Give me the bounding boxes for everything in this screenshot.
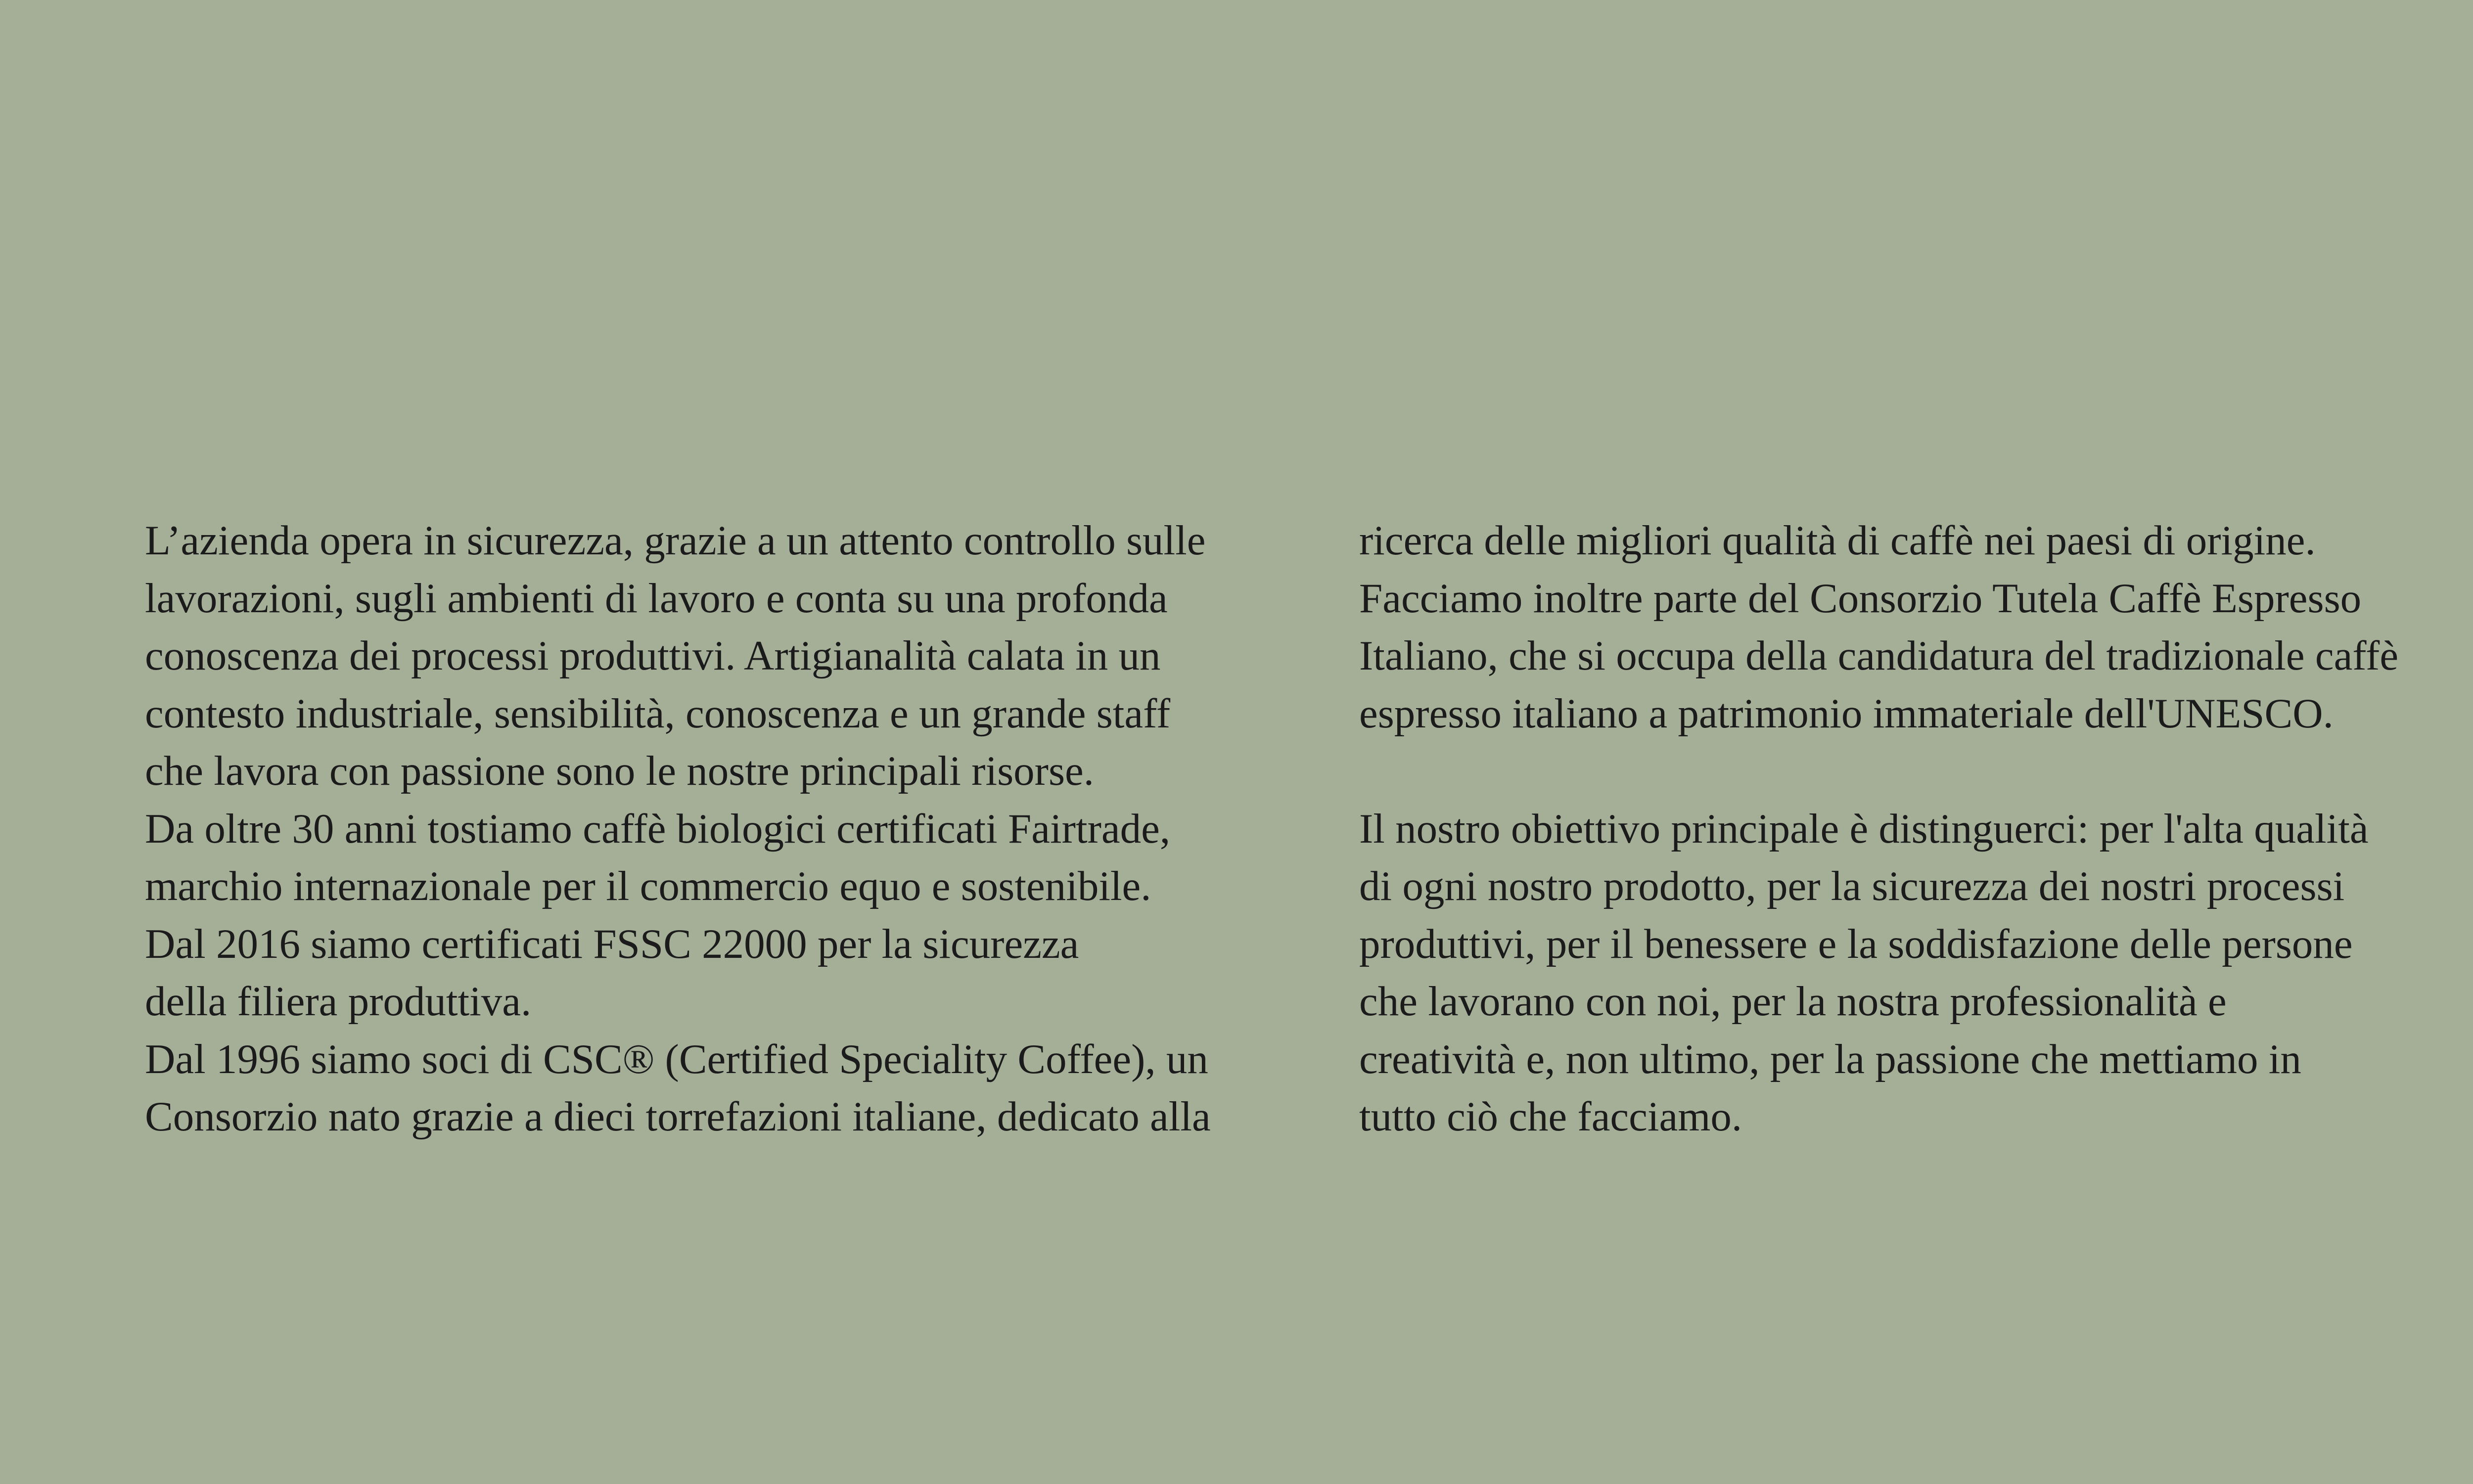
body-text-line: tutto ciò che facciamo. [1359, 1093, 1742, 1140]
body-text-line: espresso italiano a patrimonio immateriale dell'UNESCO. [1359, 690, 2334, 737]
body-text-line: Italiano, che si occupa della candidatura del tradizionale caffè [1359, 632, 2399, 679]
text-column-right [1359, 512, 2473, 1146]
body-text-line: Dal 2016 siamo certificati FSSC 22000 per la sicurezza [145, 920, 1079, 967]
body-text-line: che lavorano con noi, per la nostra professionalità e [1359, 978, 2227, 1025]
paragraph-spacer [1359, 742, 2473, 800]
body-text-line: marchio internazionale per il commercio equo e sostenibile. [145, 863, 1151, 909]
body-text-line: Da oltre 30 anni tostiamo caffè biologici certificati Fairtrade, [145, 805, 1171, 852]
body-text-line: Facciamo inoltre parte del Consorzio Tutela Caffè Espresso [1359, 575, 2362, 622]
body-text-line: contesto industriale, sensibilità, conoscenza e un grande staff [145, 690, 1171, 737]
body-text-line: creatività e, non ultimo, per la passione che mettiamo in [1359, 1035, 2301, 1082]
text-column-left [145, 512, 1297, 1146]
body-text-line: Il nostro obiettivo principale è distinguerci: per l'alta qualità [1359, 805, 2369, 852]
body-text-line: conoscenza dei processi produttivi. Artigianalità calata in un [145, 632, 1161, 679]
body-text-line: lavorazioni, sugli ambienti di lavoro e conta su una profonda [145, 575, 1168, 622]
body-text-line: di ogni nostro prodotto, per la sicurezza dei nostri processi [1359, 863, 2345, 909]
body-text-line: ricerca delle migliori qualità di caffè nei paesi di origine. [1359, 517, 2316, 564]
body-text-line: Dal 1996 siamo soci di CSC® (Certified Speciality Coffee), un [145, 1035, 1208, 1082]
body-text-line: della filiera produttiva. [145, 978, 532, 1025]
body-text-line: produttivi, per il benessere e la soddisfazione delle persone [1359, 920, 2353, 967]
body-text-line: L’azienda opera in sicurezza, grazie a un attento controllo sulle [145, 517, 1206, 564]
body-text-line: Consorzio nato grazie a dieci torrefazioni italiane, dedicato alla [145, 1093, 1211, 1140]
body-text-line: che lavora con passione sono le nostre principali risorse. [145, 748, 1095, 794]
